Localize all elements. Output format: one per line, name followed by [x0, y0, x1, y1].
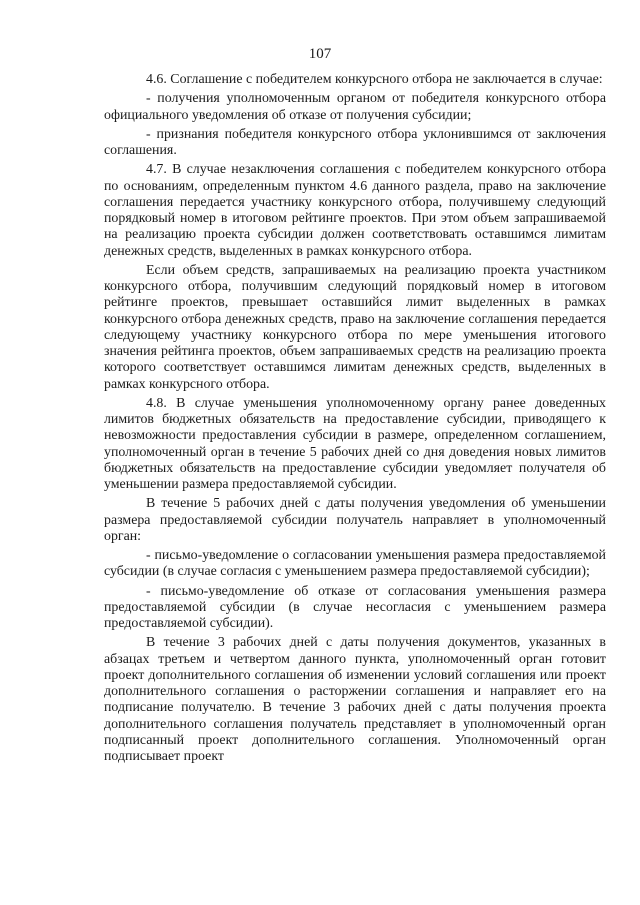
- list-item-refusal-letter: - письмо-уведомление об отказе от согласования уменьшения размера предоставляемой субсидии (в случае несогласия с уменьшением размера предоставляемой субсидии).: [104, 583, 606, 631]
- list-item-agreement-letter: - письмо-уведомление о согласовании уменьшения размера предоставляемой субсидии (в случае согласия с уменьшением размера предоставляемой субсидии);: [104, 548, 606, 580]
- page-number: 107: [308, 46, 332, 62]
- paragraph-additional-agreement: В течение 3 рабочих дней с даты получения документов, указанных в абзацах третьем и четвертом данного пункта, уполномоченный орган готовит проект дополнительного соглашения об изменении условий соглашения или проект дополнительного соглашения о расторжении соглашения и направляет его на подписание получателю. В течение 3 рабочих дней с даты получения проекта дополнительного соглашения получатель представляет в уполномоченный орган подписанный проект дополнительного соглашения. Уполномоченный орган подписывает проект: [104, 635, 606, 764]
- paragraph-exceeding-limit: Если объем средств, запрашиваемых на реализацию проекта участником конкурсного отбора, получившим следующий порядковый номер в итоговом рейтинге проектов, превышает оставшийся лимит выделенных в рамках конкурсного отбора денежных средств, право на заключение соглашения передается следующему участнику конкурсного отбора по мере уменьшения итогового значения рейтинга проектов, объем запрашиваемых средств на реализацию проекта которого соответствует оставшимся лимитам денежных средств, выделенных в рамках конкурсного отбора.: [104, 262, 606, 392]
- paragraph-4-6: 4.6. Соглашение с победителем конкурсного отбора не заключается в случае:: [146, 72, 603, 87]
- list-item-evasion: - признания победителя конкурсного отбора уклонившимся от заключения соглашения.: [104, 126, 606, 158]
- list-item-notification: - получения уполномоченным органом от победителя конкурсного отбора официального уведомления об отказе от получения субсидии;: [104, 91, 606, 123]
- document-body: [104, 72, 606, 768]
- paragraph-recipient-response: В течение 5 рабочих дней с даты получения уведомления об уменьшении размера предоставляемой субсидии получатель направляет в уполномоченный орган:: [104, 496, 606, 544]
- paragraph-4-8: 4.8. В случае уменьшения уполномоченному органу ранее доведенных лимитов бюджетных обязательств на предоставление субсидии, приводящего к невозможности предоставления субсидии в размере, определенном соглашением, уполномоченный орган в течение 5 рабочих дней со дня доведения новых лимитов бюджетных обязательств на предоставление субсидии уведомляет получателя об уменьшении размера предоставляемой субсидии.: [104, 395, 606, 492]
- paragraph-4-7: 4.7. В случае незаключения соглашения с победителем конкурсного отбора по основаниям, определенным пунктом 4.6 данного раздела, право на заключение соглашения передается участнику конкурсного отбора, получившему следующий порядковый номер в итоговом рейтинге проектов. При этом объем запрашиваемой на реализацию проекта субсидии должен соответствовать оставшимся лимитам денежных средств, выделенных в рамках конкурсного отбора.: [104, 162, 606, 259]
